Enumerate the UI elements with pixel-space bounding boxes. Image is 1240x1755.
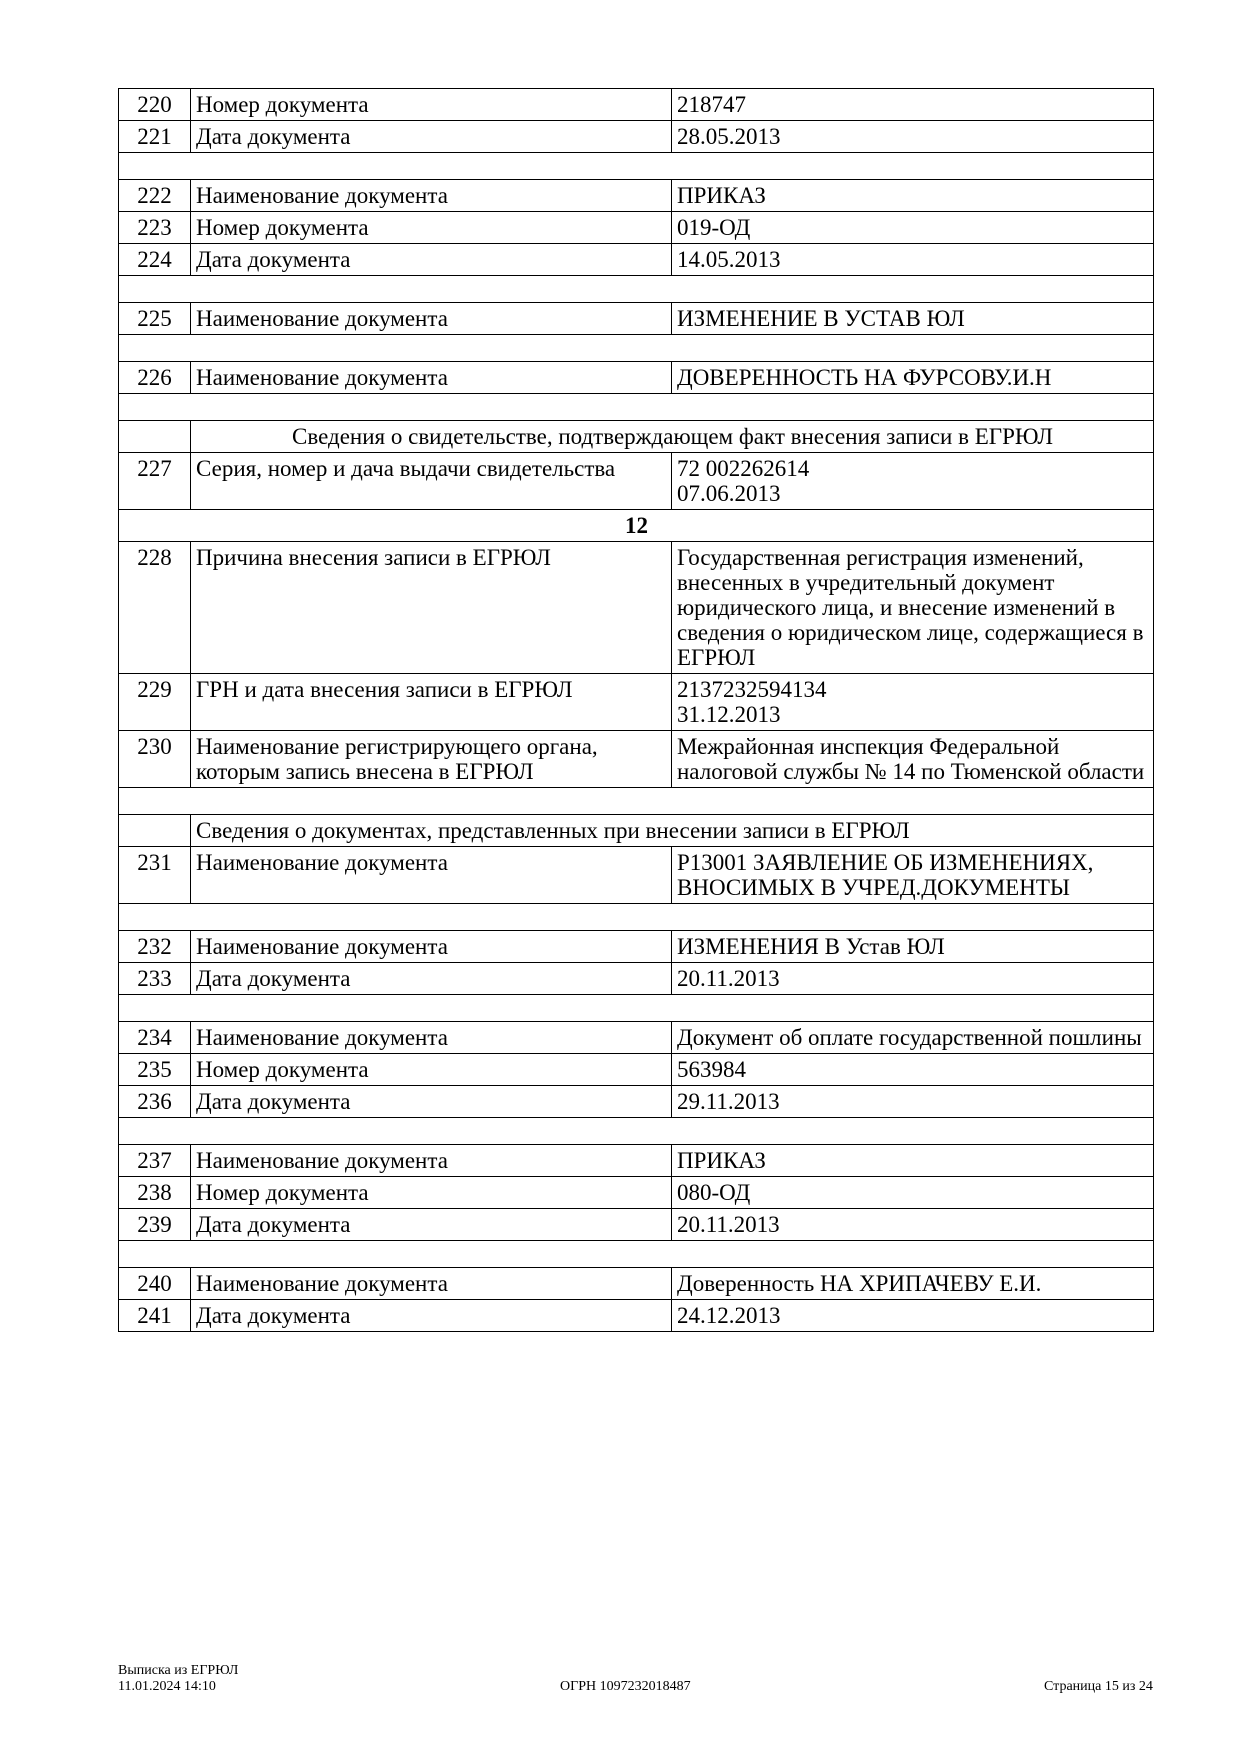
field-value: ИЗМЕНЕНИЕ В УСТАВ ЮЛ (672, 303, 1154, 335)
egrul-extract-table (118, 88, 1154, 1332)
field-value: Доверенность НА ХРИПАЧЕВУ Е.И. (672, 1268, 1154, 1300)
field-value: 29.11.2013 (672, 1086, 1154, 1118)
row-number: 223 (119, 212, 191, 244)
row-number: 231 (119, 847, 191, 904)
field-value: 2137232594134 31.12.2013 (672, 674, 1154, 731)
field-label: Наименование документа (191, 1268, 672, 1300)
field-label: Дата документа (191, 244, 672, 276)
field-value: 72 002262614 07.06.2013 (672, 453, 1154, 510)
spacer-cell (119, 276, 1154, 303)
table-row (119, 674, 1154, 731)
field-label: Наименование документа (191, 847, 672, 904)
row-number: 241 (119, 1300, 191, 1332)
row-number: 226 (119, 362, 191, 394)
spacer-row (119, 995, 1154, 1022)
field-label: Номер документа (191, 1177, 672, 1209)
table-row (119, 847, 1154, 904)
row-number: 238 (119, 1177, 191, 1209)
section-number-cell (119, 421, 191, 453)
field-label: Дата документа (191, 963, 672, 995)
table-row (119, 1145, 1154, 1177)
table-row (119, 963, 1154, 995)
spacer-cell (119, 1241, 1154, 1268)
row-number: 221 (119, 121, 191, 153)
table-row (119, 121, 1154, 153)
field-label: Номер документа (191, 1054, 672, 1086)
field-value: 563984 (672, 1054, 1154, 1086)
table-row (119, 542, 1154, 674)
row-number: 220 (119, 89, 191, 121)
field-value: 20.11.2013 (672, 963, 1154, 995)
footer-left (118, 1663, 238, 1695)
field-value: ДОВЕРЕННОСТЬ НА ФУРСОВУ.И.Н (672, 362, 1154, 394)
field-label: Наименование документа (191, 180, 672, 212)
table-row (119, 1300, 1154, 1332)
section-title: Сведения о свидетельстве, подтверждающем факт внесения записи в ЕГРЮЛ (191, 421, 1154, 453)
spacer-cell (119, 335, 1154, 362)
field-value: 218747 (672, 89, 1154, 121)
field-label: Наименование документа (191, 362, 672, 394)
table-row (119, 1086, 1154, 1118)
table-row (119, 1209, 1154, 1241)
row-number: 228 (119, 542, 191, 674)
field-value: ИЗМЕНЕНИЯ В Устав ЮЛ (672, 931, 1154, 963)
spacer-cell (119, 394, 1154, 421)
field-label: Номер документа (191, 89, 672, 121)
record-group-header-row (119, 510, 1154, 542)
spacer-row (119, 1241, 1154, 1268)
row-number: 230 (119, 731, 191, 788)
footer-title: Выписка из ЕГРЮЛ (118, 1663, 239, 1678)
table-body (119, 89, 1154, 1332)
field-label: Наименование документа (191, 931, 672, 963)
field-label: Дата документа (191, 121, 672, 153)
field-value: Документ об оплате государственной пошлины (672, 1022, 1154, 1054)
field-value: 14.05.2013 (672, 244, 1154, 276)
field-label: Дата документа (191, 1209, 672, 1241)
field-value: Государственная регистрация изменений, внесенных в учредительный документ юридического лица, и внесение изменений в сведения о юридическом лице, содержащиеся в ЕГРЮЛ (672, 542, 1154, 674)
section-header-row (119, 815, 1154, 847)
spacer-cell (119, 153, 1154, 180)
spacer-cell (119, 995, 1154, 1022)
table-row (119, 212, 1154, 244)
field-label: ГРН и дата внесения записи в ЕГРЮЛ (191, 674, 672, 731)
table-row (119, 89, 1154, 121)
field-label: Дата документа (191, 1086, 672, 1118)
table-row (119, 180, 1154, 212)
field-value: 28.05.2013 (672, 121, 1154, 153)
spacer-row (119, 788, 1154, 815)
row-number: 233 (119, 963, 191, 995)
section-title: Сведения о документах, представленных при внесении записи в ЕГРЮЛ (191, 815, 1154, 847)
row-number: 235 (119, 1054, 191, 1086)
footer-ogrn: ОГРН 1097232018487 (560, 1679, 691, 1694)
table-row (119, 1054, 1154, 1086)
footer-datetime: 11.01.2024 14:10 (118, 1679, 216, 1694)
spacer-row (119, 335, 1154, 362)
field-label: Наименование документа (191, 1145, 672, 1177)
field-value: 080-ОД (672, 1177, 1154, 1209)
table-row (119, 931, 1154, 963)
row-number: 232 (119, 931, 191, 963)
field-label: Наименование регистрирующего органа, которым запись внесена в ЕГРЮЛ (191, 731, 672, 788)
field-label: Наименование документа (191, 303, 672, 335)
table-row (119, 731, 1154, 788)
table-row (119, 362, 1154, 394)
field-label: Серия, номер и дача выдачи свидетельства (191, 453, 672, 510)
row-number: 237 (119, 1145, 191, 1177)
table-row (119, 1177, 1154, 1209)
table-row (119, 453, 1154, 510)
row-number: 240 (119, 1268, 191, 1300)
row-number: 225 (119, 303, 191, 335)
spacer-cell (119, 904, 1154, 931)
spacer-row (119, 276, 1154, 303)
row-number: 227 (119, 453, 191, 510)
spacer-row (119, 153, 1154, 180)
spacer-row (119, 904, 1154, 931)
spacer-cell (119, 1118, 1154, 1145)
field-label: Причина внесения записи в ЕГРЮЛ (191, 542, 672, 674)
record-group-number: 12 (119, 510, 1154, 542)
footer-page-number: Страница 15 из 24 (1044, 1679, 1153, 1694)
spacer-row (119, 1118, 1154, 1145)
table-row (119, 1268, 1154, 1300)
field-value: 019-ОД (672, 212, 1154, 244)
field-value: Межрайонная инспекция Федеральной налоговой службы № 14 по Тюменской области (672, 731, 1154, 788)
field-value: Р13001 ЗАЯВЛЕНИЕ ОБ ИЗМЕНЕНИЯХ, ВНОСИМЫХ В УЧРЕД.ДОКУМЕНТЫ (672, 847, 1154, 904)
row-number: 236 (119, 1086, 191, 1118)
field-value: ПРИКАЗ (672, 1145, 1154, 1177)
section-number-cell (119, 815, 191, 847)
field-label: Дата документа (191, 1300, 672, 1332)
table-row (119, 1022, 1154, 1054)
table-row (119, 303, 1154, 335)
field-value: 20.11.2013 (672, 1209, 1154, 1241)
spacer-cell (119, 788, 1154, 815)
field-label: Наименование документа (191, 1022, 672, 1054)
row-number: 239 (119, 1209, 191, 1241)
row-number: 222 (119, 180, 191, 212)
table-row (119, 244, 1154, 276)
row-number: 229 (119, 674, 191, 731)
field-value: ПРИКАЗ (672, 180, 1154, 212)
section-header-row (119, 421, 1154, 453)
row-number: 234 (119, 1022, 191, 1054)
field-label: Номер документа (191, 212, 672, 244)
row-number: 224 (119, 244, 191, 276)
spacer-row (119, 394, 1154, 421)
field-value: 24.12.2013 (672, 1300, 1154, 1332)
